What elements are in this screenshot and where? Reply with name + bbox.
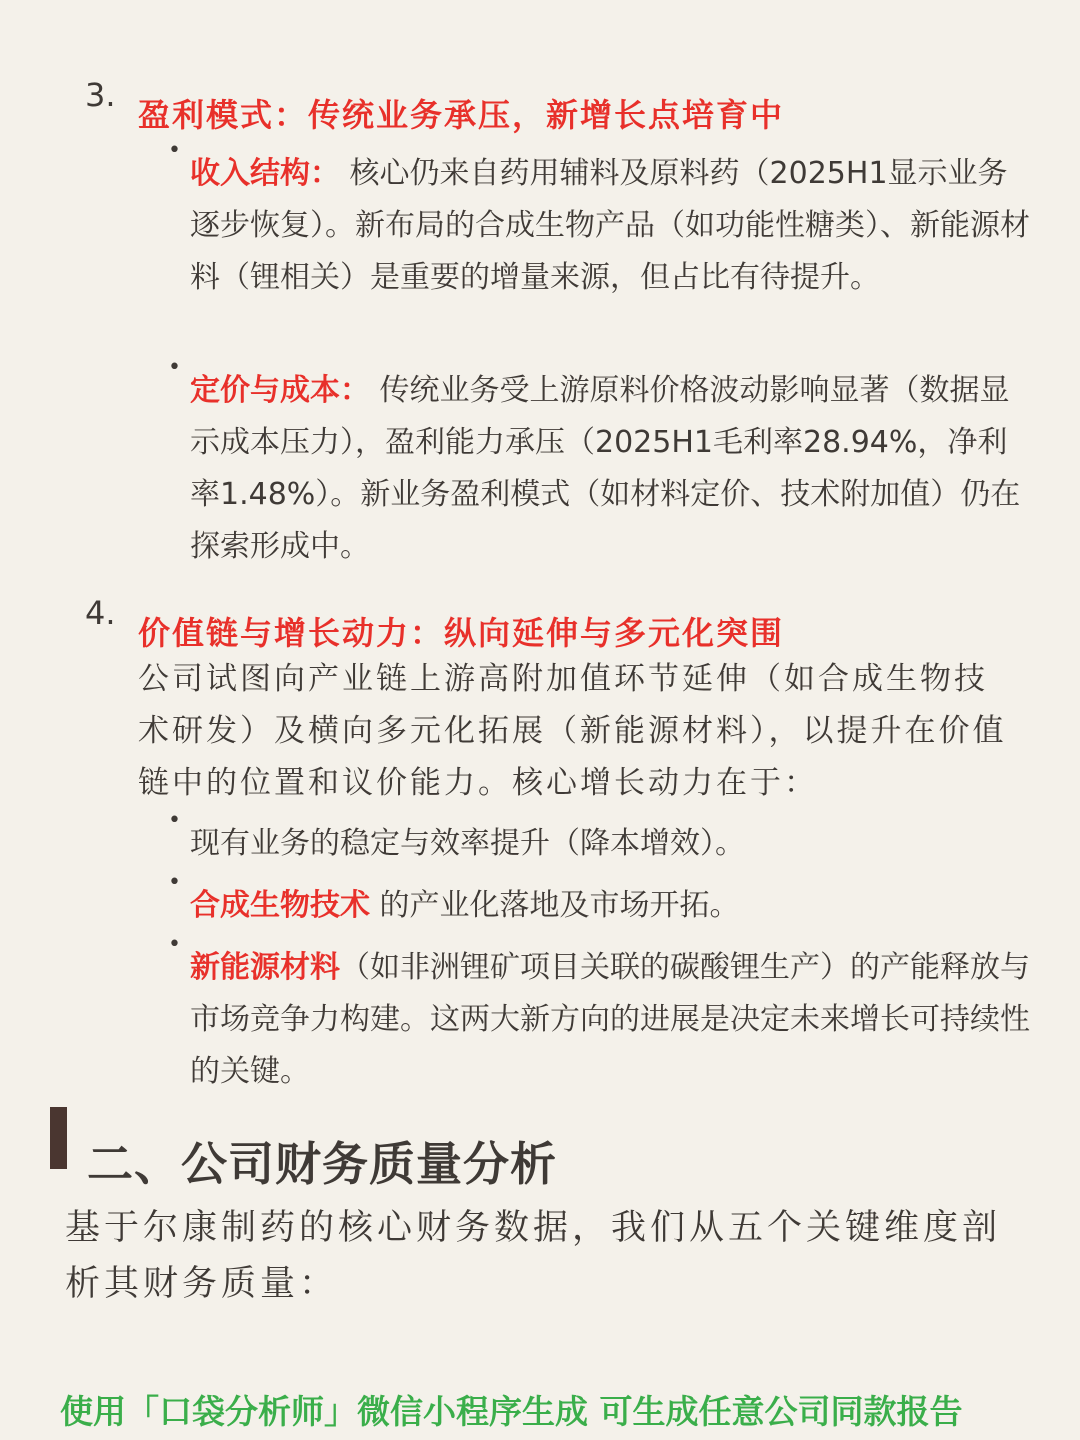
bullet-new-energy-materials [168,932,1035,1098]
section-4-number: 4. [85,594,116,632]
bullet-dot-icon: • [168,870,181,895]
bullet-synthetic-biology [168,870,1035,932]
bullet-existing-business [168,808,1035,870]
bullet-text: 核心仍来自药用辅料及原料药（2025H1显示业务逐步恢复）。新布局的合成生物产品（如功能性糖类）、新能源材料（锂相关）是重要的增量来源，但占比有待提升。 [190,156,1030,295]
bullet-income-structure [168,138,1035,304]
bullet-label: 收入结构： [190,156,340,191]
intro-paragraph: 基于尔康制药的核心财务数据，我们从五个关键维度剖析其财务质量： [65,1208,1002,1304]
section-3-title: 盈利模式：传统业务承压，新增长点培育中 [138,96,785,134]
bullet-text: 现有业务的稳定与效率提升（降本增效）。 [190,826,745,861]
bullet-pricing-cost [168,355,1035,573]
bullet-dot-icon: • [168,138,181,163]
bullet-dot-icon: • [168,932,181,957]
bullet-label: 合成生物技术 [190,888,370,923]
section-3-number: 3. [85,76,116,114]
bullet-label: 定价与成本： [190,373,370,408]
section-4-paragraph: 公司试图向产业链上游高附加值环节延伸（如合成生物技术研发）及横向多元化拓展（新能源材料），以提升在价值链中的位置和议价能力。核心增长动力在于： [138,661,1007,801]
heading-accent-bar [50,1107,67,1169]
bullet-text: 传统业务受上游原料价格波动影响显著（数据显示成本压力），盈利能力承压（2025H1毛利率28.94%，净利率1.48%）。新业务盈利模式（如材料定价、技术附加值）仍在探索形成中。 [190,373,1021,564]
bullet-text: 的产业化落地及市场开拓。 [370,888,740,923]
bullet-label: 新能源材料 [190,950,340,985]
bullet-text: （如非洲锂矿项目关联的碳酸锂生产）的产能释放与市场竞争力构建。这两大新方向的进展是决定未来增长可持续性的关键。 [190,950,1030,1089]
section-heading: 二、公司财务质量分析 [87,1137,557,1191]
bullet-dot-icon: • [168,808,181,833]
footer-promo: 使用「口袋分析师」微信小程序生成 可生成任意公司同款报告 [60,1392,963,1431]
bullet-dot-icon: • [168,355,181,380]
section-4-title: 价值链与增长动力：纵向延伸与多元化突围 [138,614,785,652]
